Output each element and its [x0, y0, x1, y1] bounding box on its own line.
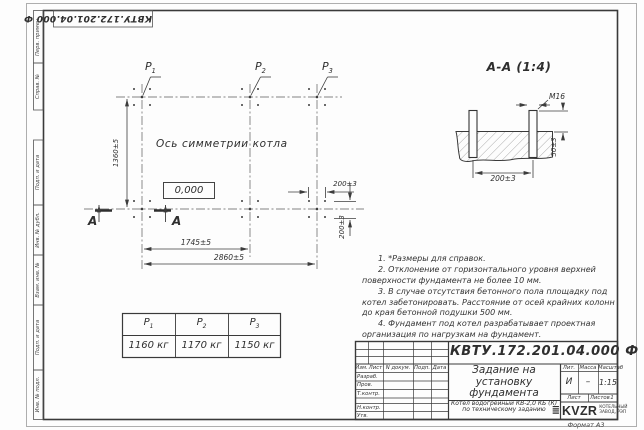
margin-field-sprav-no: Справ. № — [35, 73, 41, 100]
dim-pitch-v: 200±3 — [338, 215, 346, 239]
dim-2860: 2860±5 — [213, 253, 245, 262]
doc-number-top: КВТУ.172.201.04.000 Ф — [23, 13, 152, 23]
title-block-title: Задание на установку фундамента — [469, 364, 539, 399]
logo-text: KVZR — [561, 404, 598, 418]
dim-50: 50±3 — [550, 137, 558, 157]
note-3: 3. В случае отсутствия бетонного пола площадку под котел забетонировать. Расстояние от осей крайних колонн до края бетонной подушки 500 мм. — [362, 287, 615, 318]
dim-1360: 1360±5 — [112, 138, 120, 168]
margin-field-vzam-inv-no: Взам. инв. № — [35, 262, 41, 298]
load-table-value-p1: 1160 кг — [128, 340, 169, 351]
load-table-header-p1: $P_1$ — [143, 317, 154, 330]
bolt-size-label: М16 — [549, 92, 566, 101]
section-title: А-А (1:4) — [486, 60, 552, 74]
axis-of-symmetry-label: Ось симметрии котла — [156, 138, 288, 150]
sheets-label: Листов — [590, 395, 610, 401]
note-4: 4. Фундамент под котел разрабатывает проектная организация по нагрузкам на фундамент. — [362, 319, 596, 339]
note-2: 2. Отклонение от горизонтального уровня верхней поверхности фундамента не более 10 мм. — [362, 265, 596, 285]
sheet-label: Лист — [567, 395, 581, 401]
logo-caption: КОТЕЛЬНЫЙ ЗАВОД, РЭП — [599, 405, 628, 415]
point-label-p2: $P_2$ — [255, 60, 266, 76]
sign-row-tkontr: Т.контр. — [357, 390, 380, 397]
point-label-p1: $P_1$ — [145, 60, 156, 76]
dim-200-section: 200±3 — [490, 174, 516, 183]
rev-header-data: Дата — [432, 365, 447, 371]
sign-row-utv: Утв. — [357, 413, 369, 419]
load-table-value-p2: 1170 кг — [181, 340, 222, 351]
rev-header-list: Лист — [368, 365, 383, 371]
sign-row-nkontr: Н.контр. — [357, 404, 381, 411]
margin-field-podp-data-2: Подп. и дата — [35, 319, 41, 356]
point-leaders — [143, 77, 338, 96]
rev-header-podp: Подп. — [413, 365, 431, 371]
scale-header: Масштаб — [598, 365, 624, 371]
section-letter-right: А — [172, 214, 182, 228]
load-table-value-p3: 1150 кг — [234, 340, 275, 351]
lit-header: Лит. — [562, 365, 576, 371]
company-logo — [551, 403, 628, 419]
lit-value: И — [565, 377, 573, 387]
notes — [362, 254, 616, 341]
dim-pitch-h: 200±3 — [333, 180, 357, 188]
rev-header-docum: N докум. — [385, 365, 411, 371]
title-block-doc-number: КВТУ.172.201.04.000 Ф — [450, 344, 639, 359]
scale-value: 1:15 — [599, 378, 617, 387]
mass-value: – — [585, 377, 591, 387]
section-cut-marks — [95, 205, 171, 222]
mass-header: Масса — [579, 365, 597, 371]
margin-field-inv-no-dubl: Инв. № дубл. — [35, 212, 41, 248]
dim-1745: 1745±5 — [180, 238, 212, 247]
load-table-header-p3: $P_3$ — [249, 317, 260, 330]
margin-field-perv-primen: Перв. примен. — [35, 17, 41, 56]
anchor-bolt-right — [529, 111, 537, 158]
anchor-bolt-left — [469, 111, 477, 158]
section-letter-left: А — [88, 214, 98, 228]
margin-field-inv-no-podl: Инв. № подл. — [35, 376, 41, 413]
rev-header-izm: Изм. — [355, 365, 368, 371]
sign-row-prov: Пров. — [357, 382, 373, 388]
sheets-value: 1 — [610, 395, 614, 401]
level-mark: 0,000 — [163, 182, 215, 199]
point-label-p3: $P_3$ — [322, 60, 333, 76]
format-label: Формат А3 — [567, 421, 605, 429]
sign-row-razrab: Разраб. — [357, 373, 378, 380]
title-block-product: Котел водогрейный КВ-2,0 КБ (К) по техническому заданию — [450, 400, 558, 414]
margin-field-podp-data-1: Подп. и дата — [35, 154, 41, 191]
note-1: 1. *Размеры для справок. — [378, 254, 486, 263]
logo-bars-icon: ≣ — [551, 405, 560, 416]
anchor-bolt-groups — [133, 88, 326, 218]
load-table-header-p2: $P_2$ — [196, 317, 207, 330]
